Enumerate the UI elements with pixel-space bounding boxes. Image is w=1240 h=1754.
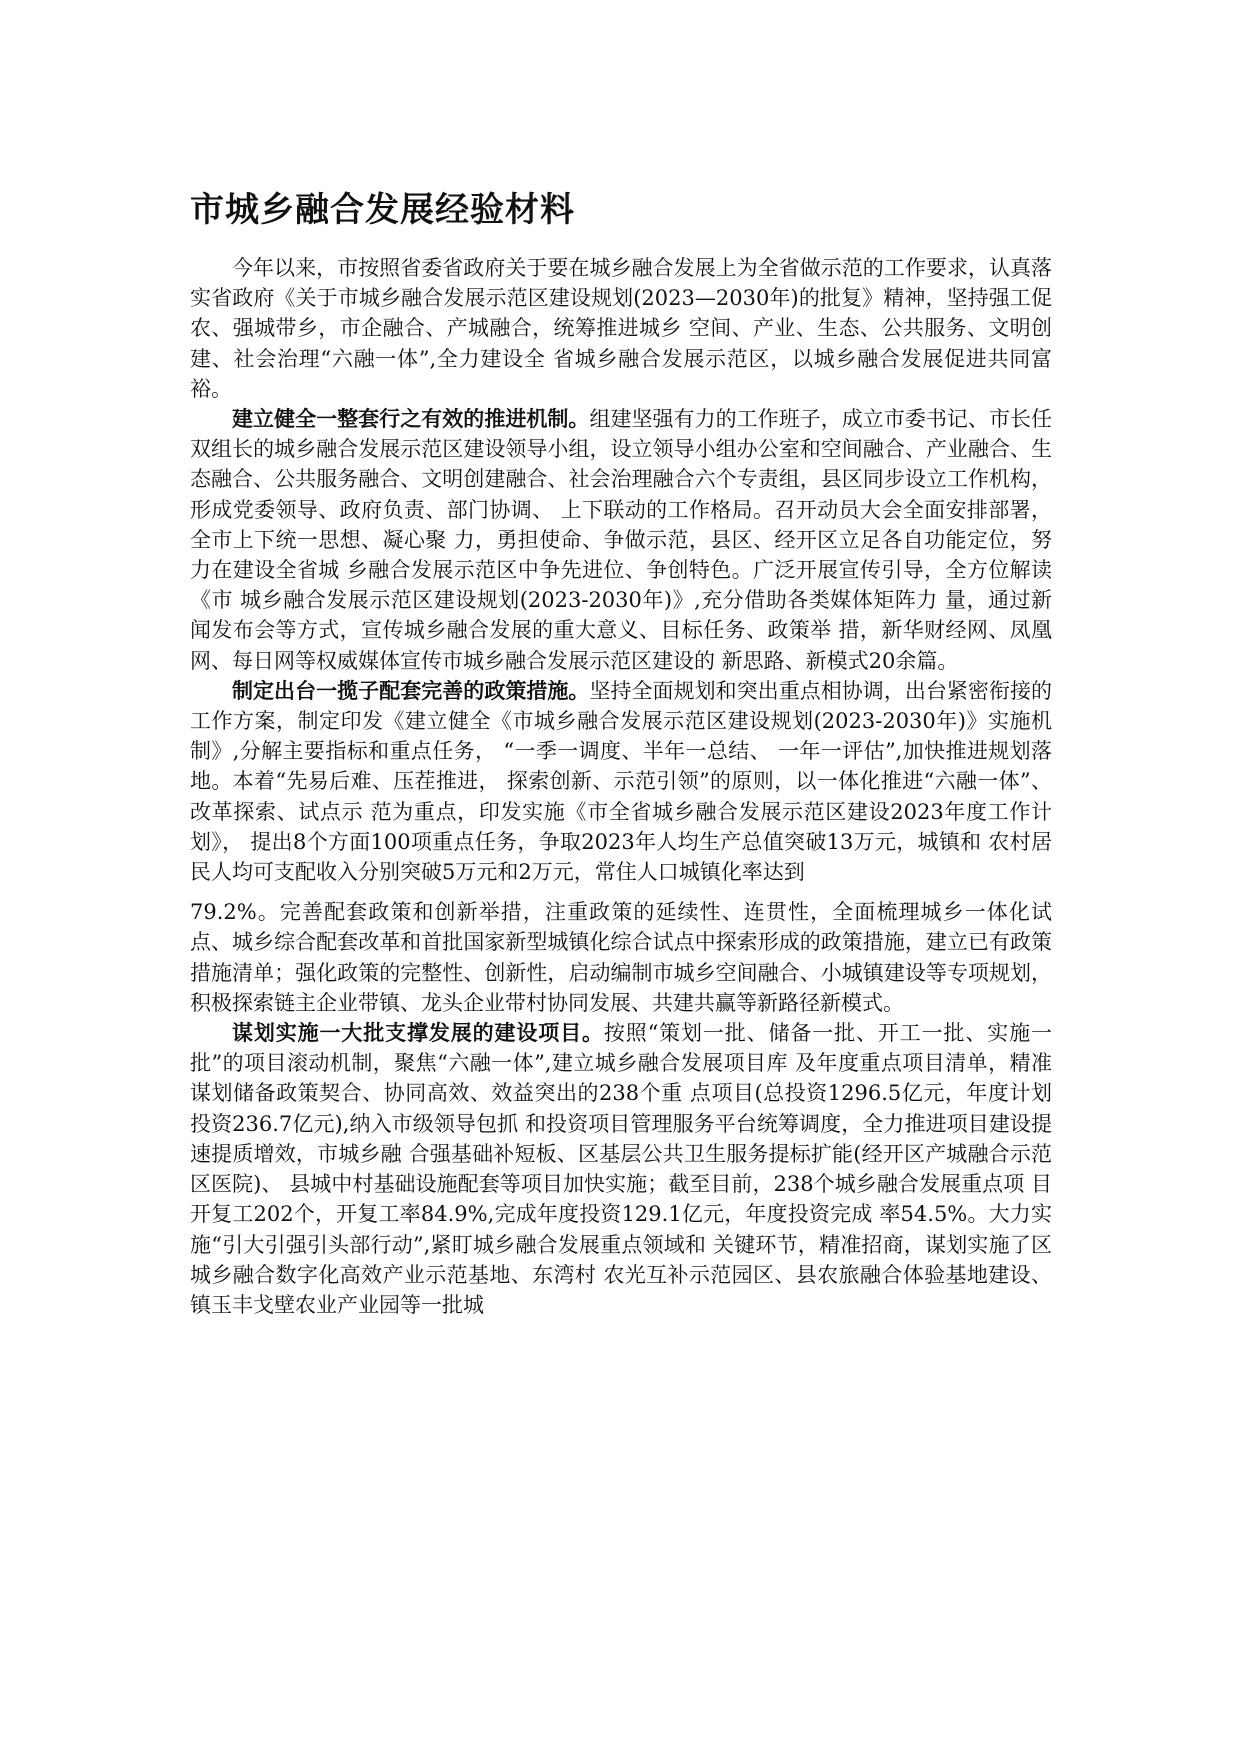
- document-body: [190, 253, 1052, 1320]
- paragraph-lead-heading: 建立健全一整套行之有效的推进机制。: [232, 406, 590, 432]
- paragraph-text: 按照“策划一批、储备一批、开工一批、实施一批”的项目滚动机制，聚焦“六融一体”,建立城乡融合发展项目库 及年度重点项目清单，精准谋划储备政策契合、协同高效、效益突出的238个重 点项目(总投资1296.5亿元，年度计划投资236.7亿元),纳入市级领导包抓 和投资项目管理服务平台统筹调度，全力推进项目建设提速提质增效，市城乡融 合强基础补短板、区基层公共卫生服务提标扩能(经开区产城融合示范区医院)、 县城中村基础设施配套等项目加快实施；截至目前，238个城乡融合发展重点项 目开复工202个，开复工率84.9%,完成年度投资129.1亿元，年度投资完成 率54.5%。大力实施“引大引强引头部行动”,紧盯城乡融合发展重点领域和 关键环节，精准招商，谋划实施了区城乡融合数字化高效产业示范基地、东湾村 农光互补示范园区、县农旅融合体验基地建设、镇玉丰戈壁农业产业园等一批城: [190, 1021, 1053, 1317]
- paragraph-text: 坚持全面规划和突出重点相协调，出台紧密衔接的工作方案，制定印发《建立健全《市城乡融合发展示范区建设规划(2023-2030年)》实施机制》,分解主要指标和重点任务， “一季一调度、半年一总结、 一年一评估”,加快推进规划落地。本着“先易后难、压茬推进， 探索创新、示范引领”的原则，以一体化推进“六融一体”、改革探索、试点示 范为重点，印发实施《市全省城乡融合发展示范区建设2023年度工作计划》， 提出8个方面100项重点任务，争取2023年人均生产总值突破13万元，城镇和 农村居民人均可支配收入分别突破5万元和2万元，常住人口城镇化率达到: [190, 678, 1053, 885]
- paragraph-policy-continued: [190, 897, 1052, 1018]
- paragraph-text: 今年以来，市按照省委省政府关于要在城乡融合发展上为全省做示范的工作要求，认真落实省政府《关于市城乡融合发展示范区建设规划(2023—2030年)的批复》精神，坚持强工促农、强城带乡，市企融合、产城融合，统筹推进城乡 空间、产业、生态、公共服务、文明创建、社会治理“六融一体”,全力建设全 省城乡融合发展示范区，以城乡融合发展促进共同富裕。: [190, 256, 1052, 401]
- paragraph-intro: [190, 253, 1052, 404]
- paragraph-mechanism: [190, 404, 1052, 676]
- paragraph-lead-heading: 谋划实施一大批支撑发展的建设项目。: [232, 1020, 604, 1046]
- paragraph-lead-heading: 制定出台一揽子配套完善的政策措施。: [232, 677, 590, 703]
- paragraph-text: 组建坚强有力的工作班子，成立市委书记、市长任双组长的城乡融合发展示范区建设领导小组，设立领导小组办公室和空间融合、产业融合、生态融合、公共服务融合、文明创建融合、社会治理融合六个专责组，县区同步设立工作机构，形成党委领导、政府负责、部门协调、 上下联动的工作格局。召开动员大会全面安排部署，全市上下统一思想、凝心聚 力，勇担使命、争做示范，县区、经开区立足各自功能定位，努力在建设全省城 乡融合发展示范区中争先进位、争创特色。广泛开展宣传引导，全方位解读《市 城乡融合发展示范区建设规划(2023-2030年)》,充分借助各类媒体矩阵力 量，通过新闻发布会等方式，宣传城乡融合发展的重大意义、目标任务、政策举 措，新华财经网、凤凰网、每日网等权威媒体宣传市城乡融合发展示范区建设的 新思路、新模式20余篇。: [190, 407, 1053, 673]
- paragraph-policy: [190, 676, 1052, 887]
- paragraph-text: 79.2%。完善配套政策和创新举措，注重政策的延续性、连贯性，全面梳理城乡一体化试点、城乡综合配套改革和首批国家新型城镇化综合试点中探索形成的政策措施，建立已有政策措施清单；强化政策的完整性、创新性，启动编制市城乡空间融合、小城镇建设等专项规划，积极探索链主企业带镇、龙头企业带村协同发展、共建共赢等新路径新模式。: [190, 900, 1052, 1015]
- paragraph-projects: [190, 1018, 1052, 1320]
- document-title: 市城乡融合发展经验材料: [190, 190, 575, 230]
